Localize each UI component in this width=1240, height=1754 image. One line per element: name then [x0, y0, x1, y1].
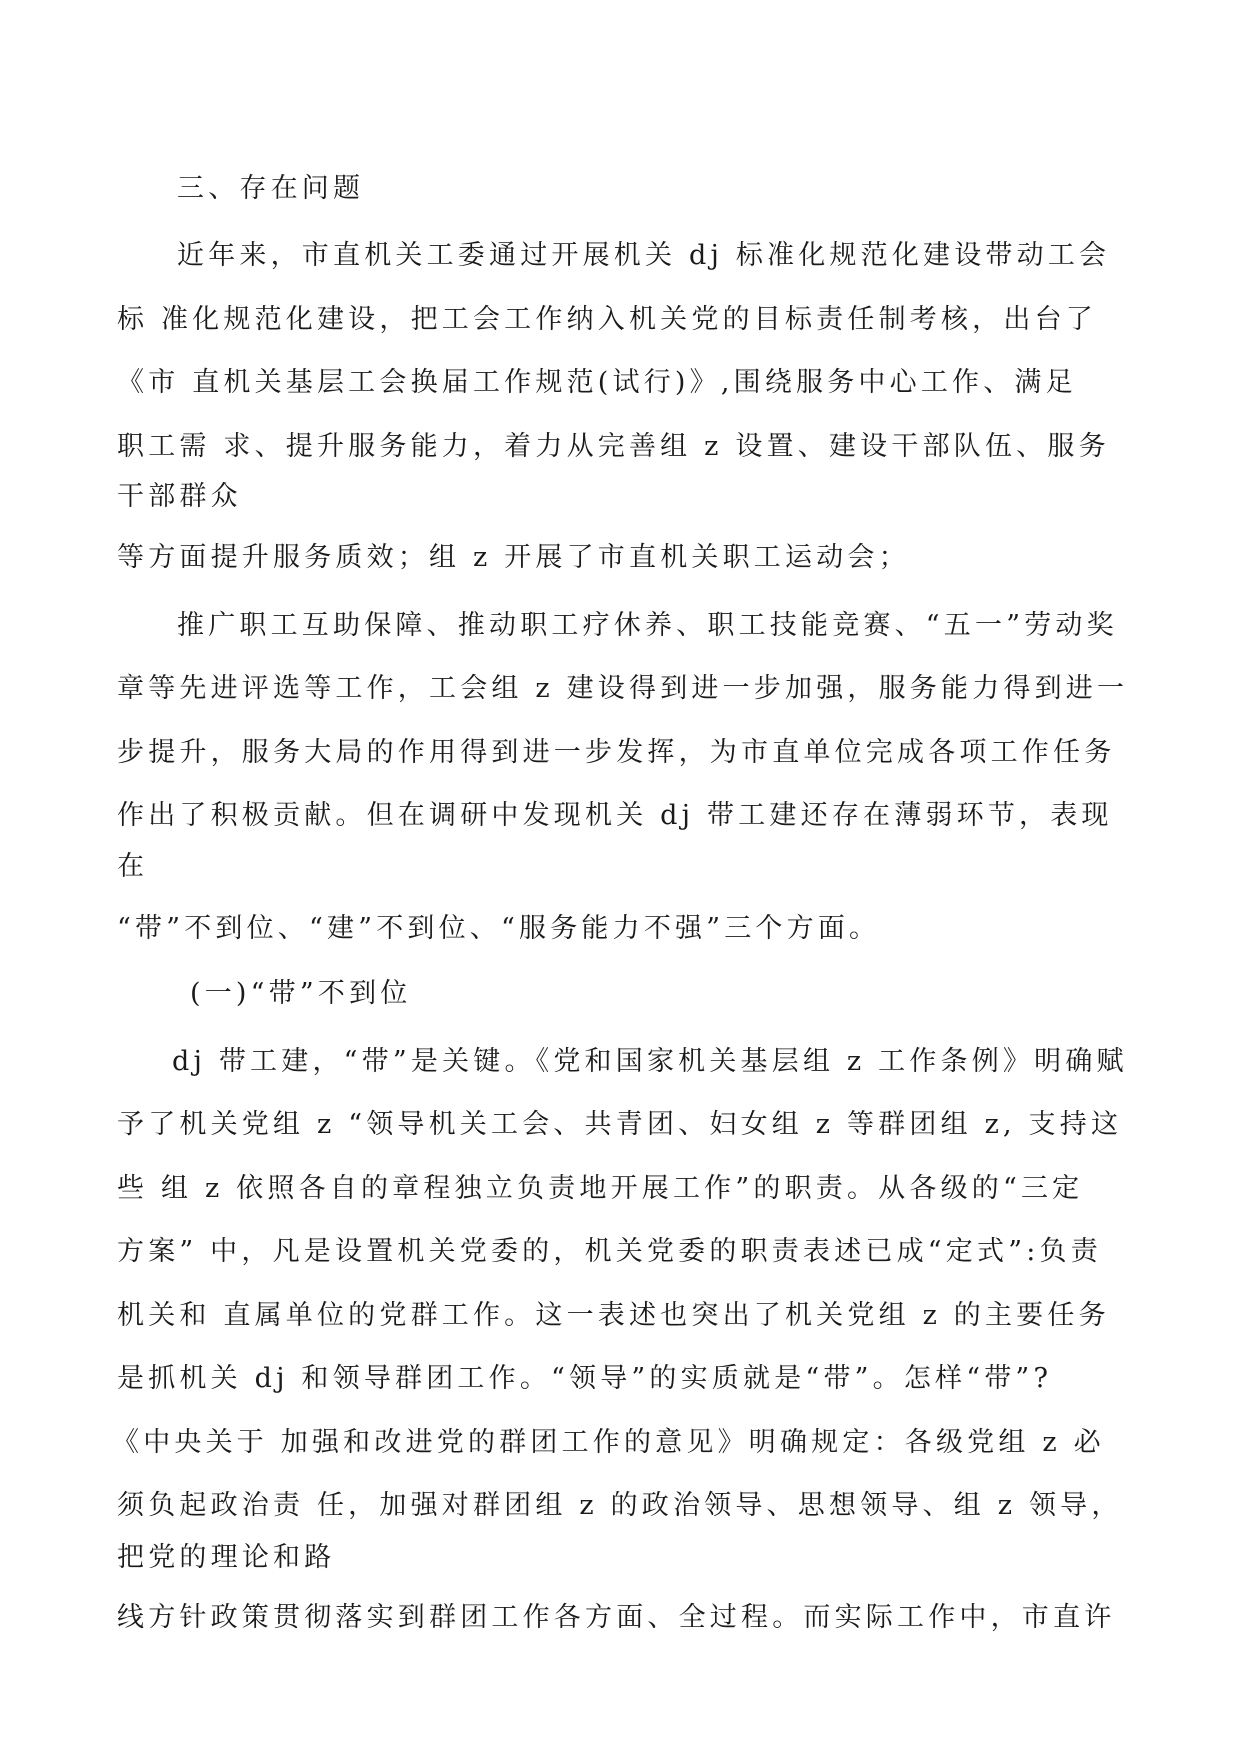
paragraph-3-line-2: 予了机关党组 z “领导机关工会、共青团、妇女组 z 等群团组 z, 支持这: [117, 1109, 1123, 1140]
section-heading: 三、存在问题: [177, 173, 365, 204]
paragraph-2-line-2: 章等先进评选等工作，工会组 z 建设得到进一步加强，服务能力得到进一: [117, 673, 1129, 704]
paragraph-1-line-4: 职工需 求、提升服务能力，着力从完善组 z 设置、建设干部队伍、服务: [117, 431, 1110, 462]
paragraph-3-line-1: dj 带工建，“带”是关键。《党和国家机关基层组 z 工作条例》明确赋: [172, 1046, 1128, 1077]
paragraph-1-line-1: 近年来，市直机关工委通过开展机关 dj 标准化规范化建设带动工会: [177, 240, 1111, 271]
paragraph-2-line-4: 作出了积极贡献。但在调研中发现机关 dj 带工建还存在薄弱环节，表现: [117, 800, 1113, 831]
paragraph-1-line-6: 等方面提升服务质效；组 z 开展了市直机关职工运动会；: [117, 542, 910, 573]
paragraph-3-line-5: 机关和 直属单位的党群工作。这一表述也突出了机关党组 z 的主要任务: [117, 1300, 1110, 1331]
paragraph-3-line-3: 些 组 z 依照各自的章程独立负责地开展工作”的职责。从各级的“三定: [117, 1173, 1084, 1204]
subheading-1: (一)“带”不到位: [190, 978, 412, 1009]
paragraph-3-line-8: 须负起政治责 任，加强对群团组 z 的政治领导、思想领导、组 z 领导，: [117, 1490, 1123, 1521]
paragraph-3-line-7: 《中央关于 加强和改进党的群团工作的意见》明确规定：各级党组 z 必: [112, 1427, 1105, 1458]
paragraph-3-line-10: 线方针政策贯彻落实到群团工作各方面、全过程。而实际工作中，市直许: [117, 1602, 1116, 1633]
paragraph-2-line-1: 推广职工互助保障、推动职工疗休养、职工技能竞赛、“五一”劳动奖: [177, 610, 1118, 641]
paragraph-3-line-9: 把党的理论和路: [117, 1542, 336, 1573]
paragraph-1-line-2: 标 准化规范化建设，把工会工作纳入机关党的目标责任制考核，出台了: [117, 304, 1097, 335]
paragraph-1-line-3: 《市 直机关基层工会换届工作规范(试行)》,围绕服务中心工作、满足: [117, 367, 1077, 398]
paragraph-3-line-6: 是抓机关 dj 和领导群团工作。“领导”的实质就是“带”。怎样“带”?: [117, 1363, 1053, 1394]
paragraph-1-line-5: 干部群众: [117, 481, 242, 512]
paragraph-2-line-6: “带”不到位、“建”不到位、“服务能力不强”三个方面。: [117, 913, 881, 944]
paragraph-2-line-3: 步提升，服务大局的作用得到进一步发挥，为市直单位完成各项工作任务: [117, 737, 1116, 768]
paragraph-3-line-4: 方案” 中，凡是设置机关党委的，机关党委的职责表述已成“定式”:负责: [117, 1236, 1102, 1267]
paragraph-2-line-5: 在: [117, 851, 149, 882]
